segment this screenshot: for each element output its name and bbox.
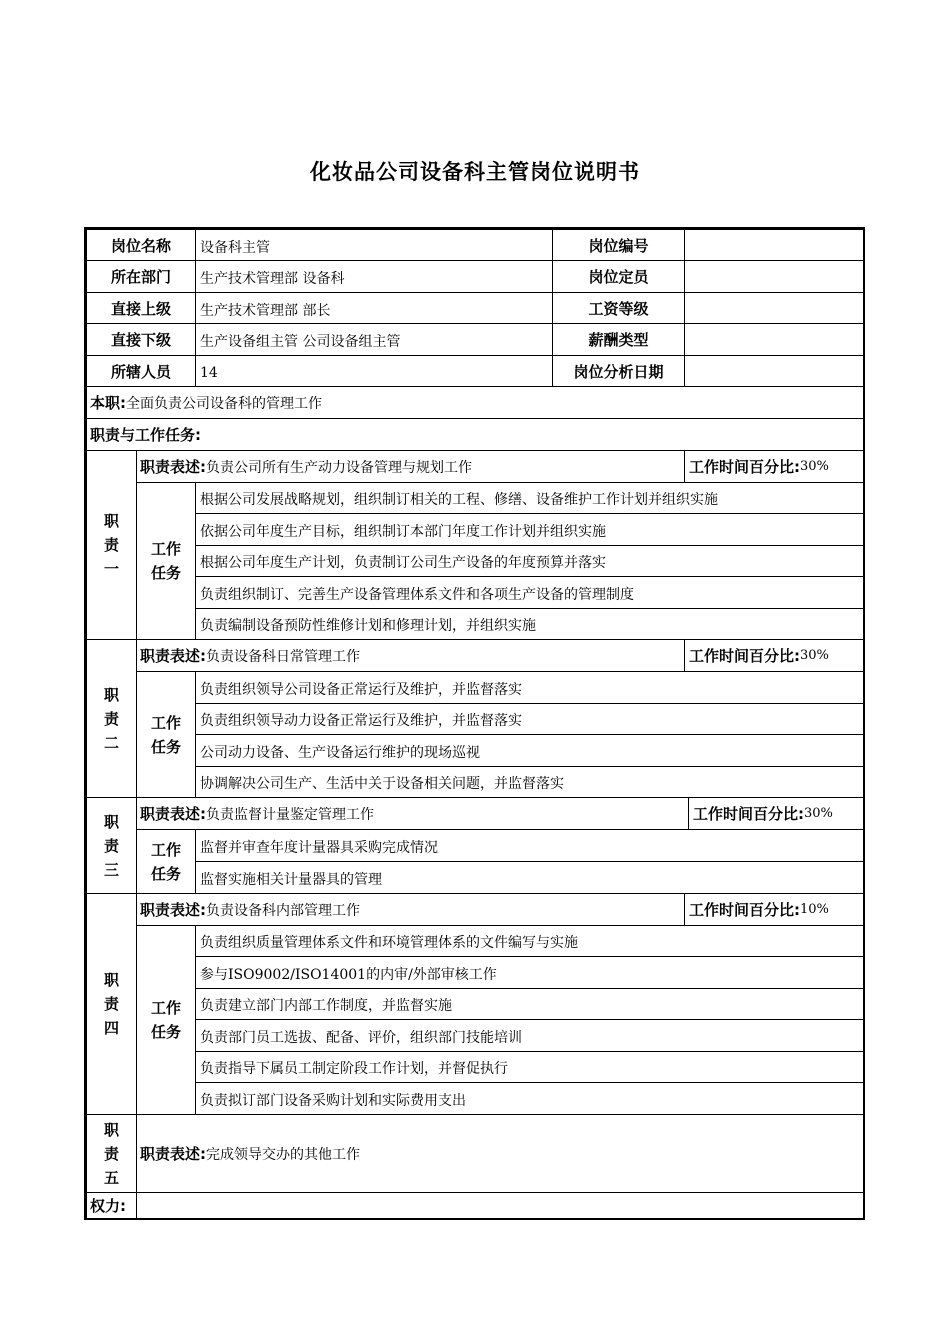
- task-text: 负责编制设备预防性维修计划和修理计划，并组织实施: [200, 618, 536, 634]
- info-value: [195, 323, 553, 356]
- page-title: 化妆品公司设备科主管岗位说明书: [310, 160, 640, 184]
- task-item: [195, 734, 864, 767]
- info-label: [552, 323, 685, 356]
- duty-description-label: 职责表述:: [140, 901, 206, 919]
- task-item: [195, 608, 864, 640]
- info-label-text: 所在部门: [110, 268, 171, 286]
- task-text: 公司动力设备、生产设备运行维护的现场巡视: [200, 744, 480, 761]
- task-text: 根据公司年度生产计划，负责制订公司生产设备的年度预算并落实: [200, 555, 606, 571]
- info-label: [552, 260, 685, 293]
- benzhi-row: [86, 386, 864, 419]
- work-task-label-text: 工作 任务: [150, 840, 181, 883]
- task-text: 负责部门员工选拔、配备、评价，组织部门技能培训: [200, 1029, 522, 1046]
- task-text: 协调解决公司生产、生活中关于设备相关问题，并监督落实: [200, 776, 564, 792]
- task-text: 负责建立部门内部工作制度，并监督实施: [200, 998, 452, 1014]
- info-value: [684, 292, 864, 324]
- task-text: 监督并审查年度计量器具采购完成情况: [200, 839, 438, 856]
- info-label: [86, 323, 196, 356]
- duty-description-label: 职责表述:: [140, 1145, 206, 1163]
- info-value: [195, 260, 553, 293]
- duty-description-text: 负责监督计量鉴定管理工作: [206, 806, 374, 823]
- task-item: [195, 703, 864, 735]
- info-label: [552, 229, 685, 261]
- task-item: [195, 576, 864, 609]
- info-label: [86, 355, 196, 387]
- info-value: [195, 229, 553, 261]
- info-label: [552, 292, 685, 324]
- info-value-text: 14: [200, 364, 218, 381]
- task-text: 负责组织领导动力设备正常运行及维护，并监督落实: [200, 713, 522, 729]
- info-value-text: 设备科主管: [200, 239, 270, 256]
- job-description-table: [84, 227, 865, 1220]
- task-text: 监督实施相关计量器具的管理: [200, 871, 382, 888]
- time-percentage: [684, 639, 864, 672]
- duty-description: [136, 1114, 864, 1193]
- duty-description: [136, 797, 689, 830]
- info-value-text: 生产技术管理部 部长: [200, 302, 331, 319]
- info-label: [86, 229, 196, 261]
- info-value: [195, 355, 553, 387]
- benzhi-label: 本职:: [90, 394, 126, 412]
- info-value: [684, 260, 864, 293]
- duty-description-text: 负责设备科内部管理工作: [206, 902, 360, 919]
- duty-label: [86, 639, 137, 798]
- duty-name: 职 责 二: [103, 685, 119, 752]
- task-item: [195, 829, 864, 862]
- task-item: [195, 545, 864, 577]
- info-value: [684, 229, 864, 261]
- time-percentage: [684, 893, 864, 926]
- duty-description-text: 完成领导交办的其他工作: [206, 1146, 360, 1163]
- info-label-text: 所辖人员: [110, 362, 171, 381]
- task-text: 根据公司发展战略规划，组织制订相关的工程、修缮、设备维护工作计划并组织实施: [200, 492, 718, 508]
- duty-label: [86, 450, 137, 640]
- quanli-value-cell: [136, 1192, 864, 1219]
- task-item: [195, 671, 864, 704]
- task-text: 负责组织领导公司设备正常运行及维护，并监督落实: [200, 681, 522, 698]
- task-item: [195, 1082, 864, 1115]
- duty-label: [86, 1114, 137, 1193]
- info-label-text: 薪酬类型: [588, 331, 649, 349]
- duties-header: [86, 418, 864, 451]
- task-item: [195, 482, 864, 514]
- task-item: [195, 513, 864, 546]
- work-task-label-text: 工作 任务: [150, 999, 181, 1041]
- task-item: [195, 956, 864, 989]
- info-label-text: 直接下级: [110, 331, 171, 349]
- duty-label: [86, 893, 137, 1115]
- duty-description: [136, 639, 685, 672]
- task-item: [195, 861, 864, 894]
- info-label-text: 岗位名称: [110, 236, 171, 255]
- info-label-text: 岗位定员: [588, 268, 649, 286]
- time-percentage-value: 30%: [800, 648, 829, 663]
- time-percentage-label: 工作时间百分比:: [689, 647, 800, 665]
- work-task-label: [136, 671, 196, 798]
- info-label-text: 工资等级: [588, 299, 649, 318]
- info-label: [552, 355, 685, 387]
- duty-name: 职 责 四: [103, 971, 119, 1037]
- work-task-label-text: 工作 任务: [150, 713, 181, 756]
- work-task-label: [136, 482, 196, 640]
- info-value-text: 生产设备组主管 公司设备组主管: [200, 334, 401, 350]
- duty-description-label: 职责表述:: [140, 805, 206, 823]
- info-value-text: 生产技术管理部 设备科: [200, 271, 345, 287]
- time-percentage-value: 10%: [800, 902, 829, 917]
- task-item: [195, 988, 864, 1020]
- duty-description: [136, 893, 685, 926]
- task-text: 负责拟订部门设备采购计划和实际费用支出: [200, 1092, 466, 1109]
- duty-description: [136, 450, 685, 483]
- duties-header-text: 职责与工作任务:: [90, 426, 201, 444]
- quanli-label: 权力:: [90, 1197, 126, 1215]
- work-task-label: [136, 829, 196, 894]
- duty-description-text: 负责公司所有生产动力设备管理与规划工作: [206, 459, 472, 476]
- task-item: [195, 925, 864, 957]
- task-text: 负责组织制订、完善生产设备管理体系文件和各项生产设备的管理制度: [200, 586, 634, 603]
- time-percentage-label: 工作时间百分比:: [693, 805, 804, 823]
- time-percentage-value: 30%: [800, 459, 829, 474]
- work-task-label: [136, 925, 196, 1115]
- info-value: [684, 355, 864, 387]
- time-percentage: [684, 450, 864, 483]
- info-value: [195, 292, 553, 324]
- duty-name: 职 责 五: [103, 1120, 119, 1187]
- duty-description-label: 职责表述:: [140, 647, 206, 665]
- task-item: [195, 766, 864, 798]
- time-percentage: [688, 797, 864, 830]
- time-percentage-value: 30%: [804, 806, 833, 821]
- duty-description-label: 职责表述:: [140, 458, 206, 476]
- task-text: 负责组织质量管理体系文件和环境管理体系的文件编写与实施: [200, 935, 578, 951]
- task-text: 参与ISO9002/ISO14001的内审/外部审核工作: [200, 966, 497, 983]
- task-text: 依据公司年度生产目标，组织制订本部门年度工作计划并组织实施: [200, 523, 606, 540]
- task-text: 负责指导下属员工制定阶段工作计划，并督促执行: [200, 1061, 508, 1077]
- time-percentage-label: 工作时间百分比:: [689, 458, 800, 476]
- info-label-text: 直接上级: [110, 299, 171, 318]
- duty-description-text: 负责设备科日常管理工作: [206, 648, 360, 665]
- info-label: [86, 292, 196, 324]
- duty-name: 职 责 三: [103, 812, 119, 879]
- task-item: [195, 1051, 864, 1083]
- task-item: [195, 1019, 864, 1052]
- work-task-label-text: 工作 任务: [150, 540, 181, 582]
- duty-label: [86, 797, 137, 894]
- info-label: [86, 260, 196, 293]
- quanli-label-cell: [86, 1192, 137, 1219]
- time-percentage-label: 工作时间百分比:: [689, 901, 800, 919]
- info-label-text: 岗位编号: [588, 236, 649, 255]
- info-value: [684, 323, 864, 356]
- info-label-text: 岗位分析日期: [573, 362, 664, 381]
- benzhi-value: 全面负责公司设备科的管理工作: [126, 395, 322, 412]
- duty-name: 职 责 一: [103, 512, 119, 578]
